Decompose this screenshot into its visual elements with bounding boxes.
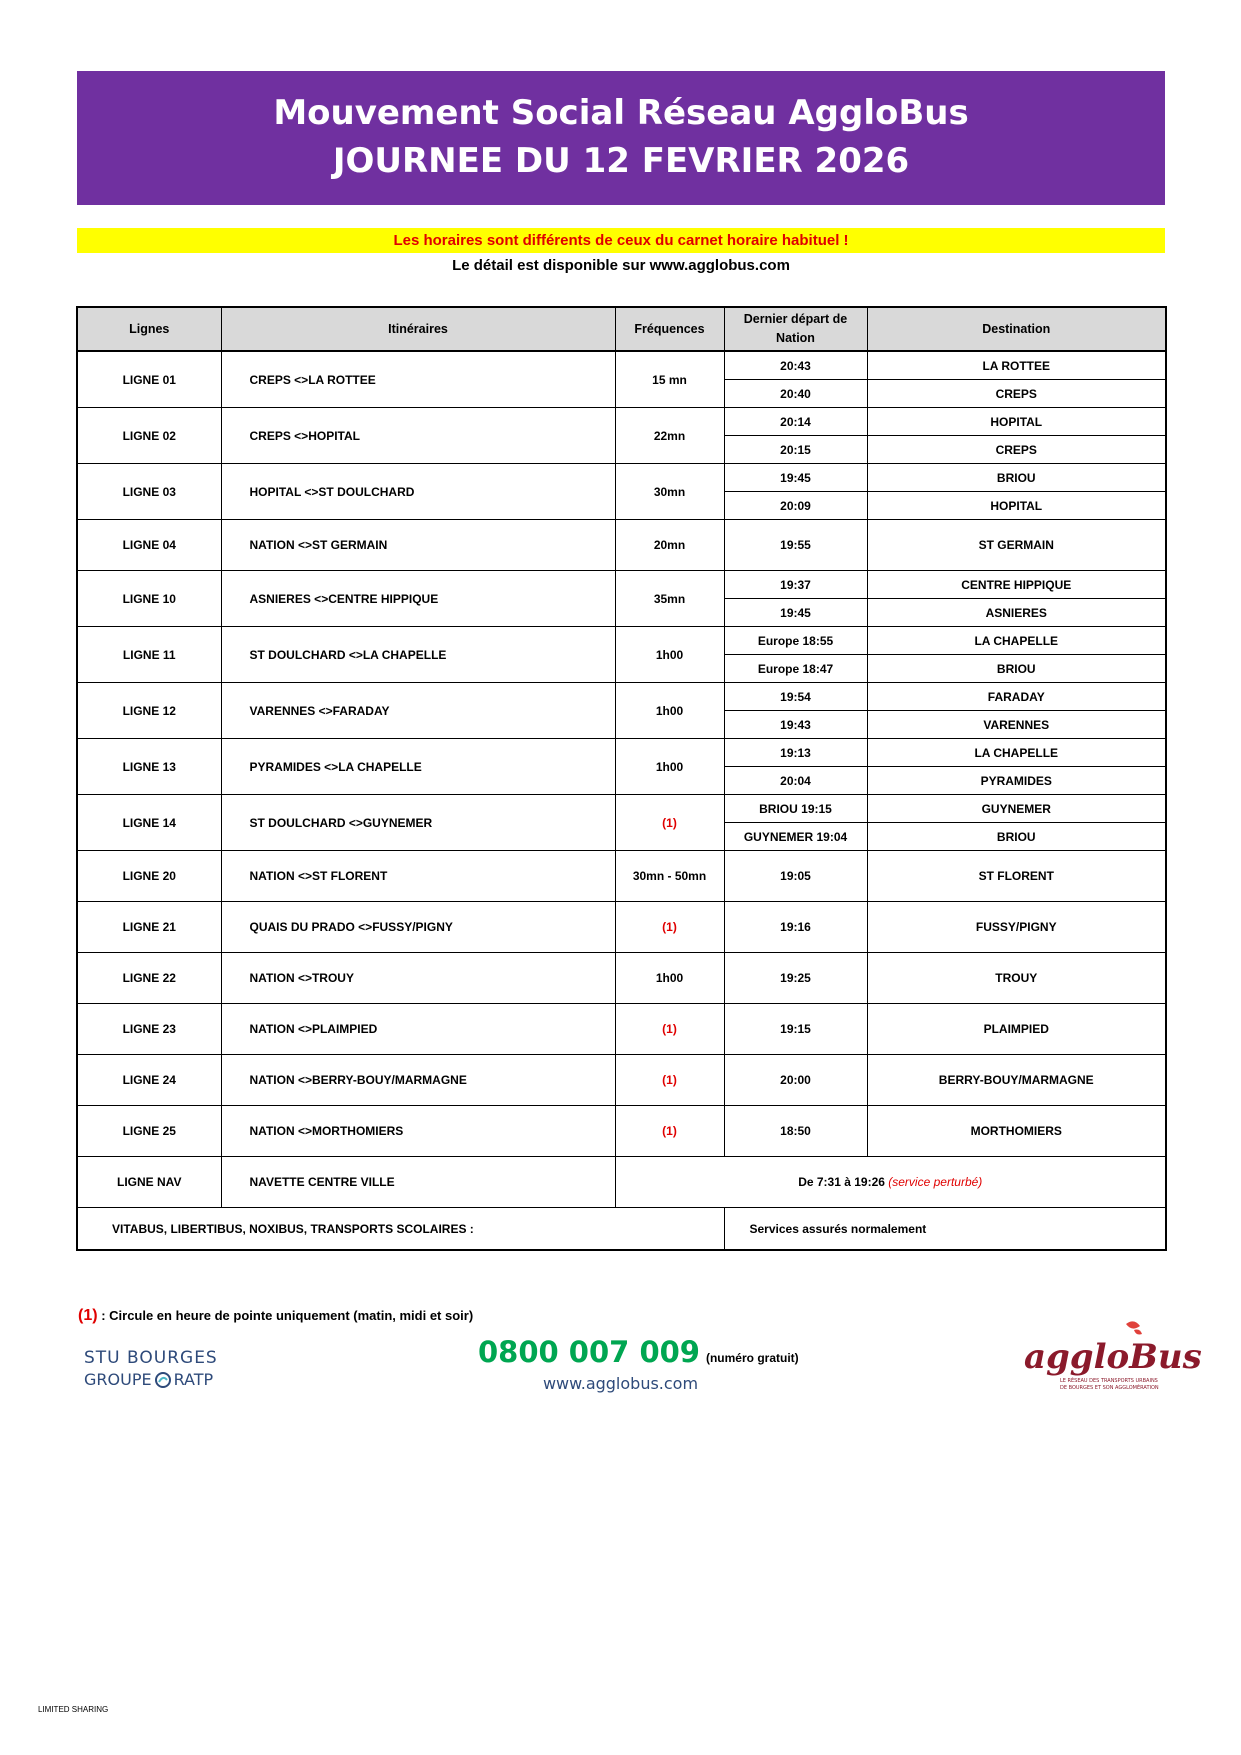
line-cell: LIGNE 04: [77, 520, 221, 571]
line-cell: LIGNE 25: [77, 1106, 221, 1157]
schedule-warning: Les horaires sont différents de ceux du carnet horaire habituel !: [77, 228, 1165, 253]
table-row: [77, 351, 1166, 380]
frequency-cell: 22mn: [615, 408, 724, 464]
route-cell: CREPS <>HOPITAL: [221, 408, 615, 464]
last-departure-cell: 20:40: [724, 380, 867, 408]
destination-cell: BRIOU: [867, 464, 1166, 492]
frequency-cell: (1): [615, 1004, 724, 1055]
route-cell: ST DOULCHARD <>LA CHAPELLE: [221, 627, 615, 683]
logo-tagline-2: DE BOURGES ET SON AGGLOMÉRATION: [1060, 1385, 1159, 1391]
destination-cell: CENTRE HIPPIQUE: [867, 571, 1166, 599]
route-cell: NATION <>ST FLORENT: [221, 851, 615, 902]
last-departure-cell: 19:45: [724, 464, 867, 492]
frequency-cell: 30mn: [615, 464, 724, 520]
frequency-cell: 1h00: [615, 953, 724, 1004]
last-departure-cell: 20:15: [724, 436, 867, 464]
route-cell: ST DOULCHARD <>GUYNEMER: [221, 795, 615, 851]
line-cell: LIGNE 11: [77, 627, 221, 683]
other-services-status: Services assurés normalement: [724, 1208, 1166, 1251]
last-departure-cell: 20:09: [724, 492, 867, 520]
logo-wordmark: aggloBus: [1024, 1337, 1202, 1377]
phone-contact: [478, 1335, 799, 1369]
stu-bourges-text: STU BOURGES: [84, 1348, 218, 1368]
other-services-label: VITABUS, LIBERTIBUS, NOXIBUS, TRANSPORTS SCOLAIRES :: [77, 1208, 724, 1251]
header-last-departure: Dernier départ de Nation: [724, 307, 867, 351]
destination-cell: ST FLORENT: [867, 851, 1166, 902]
header-destination: Destination: [867, 307, 1166, 351]
route-cell: NATION <>BERRY-BOUY/MARMAGNE: [221, 1055, 615, 1106]
table-row-nav: [77, 1157, 1166, 1208]
detail-notice: Le détail est disponible sur www.agglobus.com: [452, 257, 790, 274]
last-departure-cell: 19:16: [724, 902, 867, 953]
destination-cell: BRIOU: [867, 655, 1166, 683]
last-departure-cell: 20:00: [724, 1055, 867, 1106]
agglobus-logo: [1022, 1318, 1202, 1398]
line-cell: LIGNE NAV: [77, 1157, 221, 1208]
nav-schedule-text: De 7:31 à 19:26: [798, 1175, 885, 1189]
line-cell: LIGNE 23: [77, 1004, 221, 1055]
table-row: [77, 1055, 1166, 1106]
frequency-cell: 20mn: [615, 520, 724, 571]
footnote: [78, 1307, 473, 1325]
line-cell: LIGNE 03: [77, 464, 221, 520]
frequency-cell: (1): [615, 1055, 724, 1106]
table-row: [77, 520, 1166, 571]
destination-cell: PLAIMPIED: [867, 1004, 1166, 1055]
title-line-2: JOURNEE DU 12 FEVRIER 2026: [332, 141, 910, 181]
route-cell: NATION <>MORTHOMIERS: [221, 1106, 615, 1157]
destination-cell: GUYNEMER: [867, 795, 1166, 823]
table-row: [77, 571, 1166, 599]
destination-cell: CREPS: [867, 436, 1166, 464]
frequency-cell: 35mn: [615, 571, 724, 627]
table-row: [77, 739, 1166, 767]
nav-schedule-cell: [615, 1157, 1166, 1208]
frequency-cell: 30mn - 50mn: [615, 851, 724, 902]
destination-cell: HOPITAL: [867, 492, 1166, 520]
table-row: [77, 683, 1166, 711]
destination-cell: MORTHOMIERS: [867, 1106, 1166, 1157]
groupe-text: GROUPE: [84, 1370, 152, 1389]
destination-cell: FUSSY/PIGNY: [867, 902, 1166, 953]
route-cell: NATION <>ST GERMAIN: [221, 520, 615, 571]
ratp-text: RATP: [173, 1370, 214, 1389]
last-departure-cell: Europe 18:47: [724, 655, 867, 683]
last-departure-cell: 19:15: [724, 1004, 867, 1055]
last-departure-cell: Europe 18:55: [724, 627, 867, 655]
destination-cell: HOPITAL: [867, 408, 1166, 436]
groupe-ratp-text: [84, 1369, 218, 1391]
table-row: [77, 953, 1166, 1004]
destination-cell: TROUY: [867, 953, 1166, 1004]
table-row: [77, 627, 1166, 655]
table-row: [77, 1004, 1166, 1055]
destination-cell: ASNIERES: [867, 599, 1166, 627]
last-departure-cell: BRIOU 19:15: [724, 795, 867, 823]
destination-cell: ST GERMAIN: [867, 520, 1166, 571]
footnote-mark: (1): [78, 1307, 98, 1324]
line-cell: LIGNE 12: [77, 683, 221, 739]
header-frequencies: Fréquences: [615, 307, 724, 351]
line-cell: LIGNE 22: [77, 953, 221, 1004]
website-link[interactable]: www.agglobus.com: [542, 1374, 699, 1393]
destination-cell: BERRY-BOUY/MARMAGNE: [867, 1055, 1166, 1106]
frequency-cell: 1h00: [615, 739, 724, 795]
table-row: [77, 464, 1166, 492]
route-cell: NAVETTE CENTRE VILLE: [221, 1157, 615, 1208]
table-row: [77, 1106, 1166, 1157]
frequency-cell: 15 mn: [615, 351, 724, 408]
route-cell: ASNIERES <>CENTRE HIPPIQUE: [221, 571, 615, 627]
header-itineraries: Itinéraires: [221, 307, 615, 351]
schedule-table: [76, 306, 1167, 1251]
table-row: [77, 408, 1166, 436]
last-departure-cell: GUYNEMER 19:04: [724, 823, 867, 851]
last-departure-cell: 19:13: [724, 739, 867, 767]
phone-note: (numéro gratuit): [705, 1351, 799, 1365]
destination-cell: VARENNES: [867, 711, 1166, 739]
table-row: [77, 851, 1166, 902]
route-cell: NATION <>TROUY: [221, 953, 615, 1004]
last-departure-cell: 20:43: [724, 351, 867, 380]
line-cell: LIGNE 21: [77, 902, 221, 953]
title-banner: [77, 71, 1165, 205]
last-departure-cell: 19:43: [724, 711, 867, 739]
line-cell: LIGNE 20: [77, 851, 221, 902]
footnote-text: : Circule en heure de pointe uniquement (matin, midi et soir): [101, 1308, 474, 1323]
stu-bourges-logo: [84, 1347, 218, 1391]
last-departure-cell: 20:04: [724, 767, 867, 795]
route-cell: VARENNES <>FARADAY: [221, 683, 615, 739]
line-cell: LIGNE 14: [77, 795, 221, 851]
route-cell: HOPITAL <>ST DOULCHARD: [221, 464, 615, 520]
frequency-cell: (1): [615, 1106, 724, 1157]
phone-number[interactable]: 0800 007 009: [478, 1335, 700, 1369]
last-departure-cell: 19:05: [724, 851, 867, 902]
table-row: [77, 902, 1166, 953]
line-cell: LIGNE 01: [77, 351, 221, 408]
destination-cell: LA CHAPELLE: [867, 627, 1166, 655]
line-cell: LIGNE 24: [77, 1055, 221, 1106]
last-departure-cell: 18:50: [724, 1106, 867, 1157]
agglobus-logo-graphic: [1022, 1318, 1202, 1398]
ratp-icon: [154, 1371, 172, 1389]
last-departure-cell: 19:37: [724, 571, 867, 599]
destination-cell: LA ROTTEE: [867, 351, 1166, 380]
last-departure-cell: 19:55: [724, 520, 867, 571]
table-row: [77, 795, 1166, 823]
destination-cell: FARADAY: [867, 683, 1166, 711]
frequency-cell: (1): [615, 795, 724, 851]
destination-cell: CREPS: [867, 380, 1166, 408]
logo-tagline-1: LE RÉSEAU DES TRANSPORTS URBAINS: [1060, 1378, 1158, 1384]
limited-sharing-label: LIMITED SHARING: [38, 1705, 109, 1714]
table-header-row: [77, 307, 1166, 351]
line-cell: LIGNE 02: [77, 408, 221, 464]
destination-cell: PYRAMIDES: [867, 767, 1166, 795]
frequency-cell: 1h00: [615, 627, 724, 683]
header-lines: Lignes: [77, 307, 221, 351]
line-cell: LIGNE 13: [77, 739, 221, 795]
table-row-other: [77, 1208, 1166, 1251]
last-departure-cell: 19:45: [724, 599, 867, 627]
line-cell: LIGNE 10: [77, 571, 221, 627]
last-departure-cell: 19:54: [724, 683, 867, 711]
title-line-1: Mouvement Social Réseau AggloBus: [273, 93, 969, 133]
destination-cell: BRIOU: [867, 823, 1166, 851]
route-cell: PYRAMIDES <>LA CHAPELLE: [221, 739, 615, 795]
route-cell: NATION <>PLAIMPIED: [221, 1004, 615, 1055]
last-departure-cell: 20:14: [724, 408, 867, 436]
last-departure-cell: 19:25: [724, 953, 867, 1004]
destination-cell: LA CHAPELLE: [867, 739, 1166, 767]
frequency-cell: (1): [615, 902, 724, 953]
frequency-cell: 1h00: [615, 683, 724, 739]
route-cell: QUAIS DU PRADO <>FUSSY/PIGNY: [221, 902, 615, 953]
nav-schedule-note: (service perturbé): [888, 1175, 983, 1189]
route-cell: CREPS <>LA ROTTEE: [221, 351, 615, 408]
